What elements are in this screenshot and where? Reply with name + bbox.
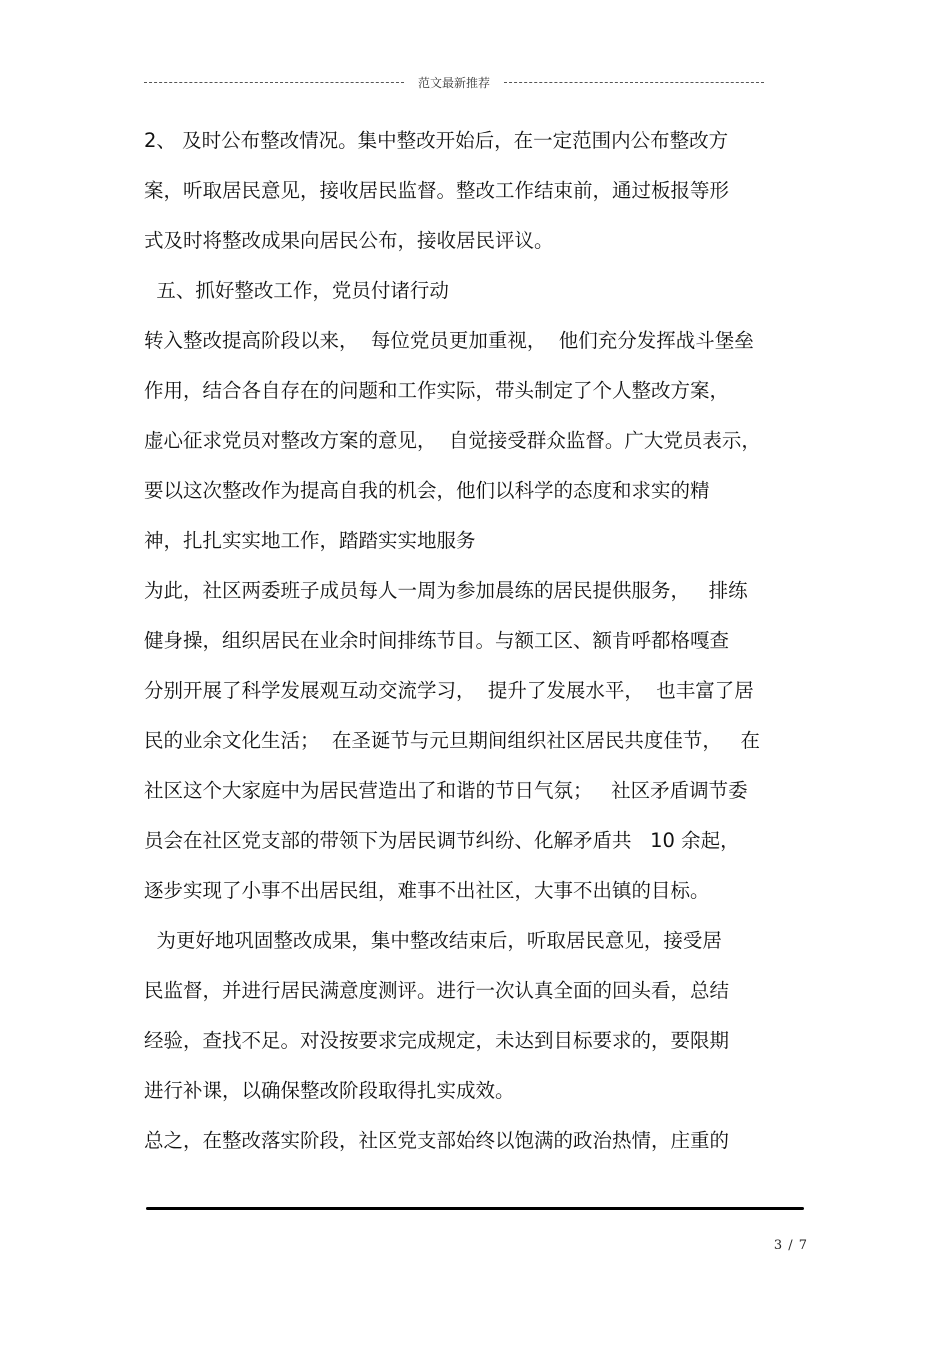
text-line: 神，扎扎实实地工作，踏踏实实地服务 [144, 529, 476, 552]
section-heading: 五、抓好整改工作，党员付诸行动 [144, 279, 449, 302]
text-line: 分别开展了科学发展观互动交流学习， 提升了发展水平， 也丰富了居 [144, 679, 754, 702]
text-line: 总之，在整改落实阶段，社区党支部始终以饱满的政治热情，庄重的 [144, 1129, 730, 1152]
footer-rule [146, 1207, 804, 1210]
text-line: 社区这个大家庭中为居民营造出了和谐的节日气氛； 社区矛盾调节委 [144, 779, 748, 802]
page-header [144, 72, 764, 92]
header-title: 范文最新推荐 [418, 75, 491, 90]
text-line: 民的业余文化生活； 在圣诞节与元旦期间组织社区居民共度佳节， 在 [144, 729, 760, 752]
text-line: 为此，社区两委班子成员每人一周为参加晨练的居民提供服务， 排练 [144, 579, 748, 602]
text-line: 案，听取居民意见，接收居民监督。整改工作结束前，通过板报等形 [144, 179, 730, 202]
text-line: 经验，查找不足。对没按要求完成规定，未达到目标要求的，要限期 [144, 1029, 730, 1052]
text-line: 虚心征求党员对整改方案的意见， 自觉接受群众监督。广大党员表示， [144, 429, 761, 452]
text-line: 逐步实现了小事不出居民组，难事不出社区，大事不出镇的目标。 [144, 879, 710, 902]
header-dash-right [504, 82, 764, 83]
text-line: 式及时将整改成果向居民公布，接收居民评议。 [144, 229, 554, 252]
text-line: 员会在社区党支部的带领下为居民调节纠纷、化解矛盾共 10 余起， [144, 829, 740, 852]
page-number: 3 / 7 [773, 1238, 808, 1253]
text-line: 为更好地巩固整改成果，集中整改结束后，听取居民意见，接受居 [144, 929, 722, 952]
text-line: 作用，结合各自存在的问题和工作实际，带头制定了个人整改方案， [144, 379, 730, 402]
text-line: 2、 及时公布整改情况。集中整改开始后，在一定范围内公布整改方 [144, 129, 729, 152]
text-line: 进行补课，以确保整改阶段取得扎实成效。 [144, 1079, 515, 1102]
text-line: 健身操，组织居民在业余时间排练节目。与额工区、额肯呼都格嘎查 [144, 629, 730, 652]
header-dash-left [144, 82, 404, 83]
text-line: 转入整改提高阶段以来， 每位党员更加重视， 他们充分发挥战斗堡垒 [144, 329, 754, 352]
document-body [144, 120, 806, 1170]
text-line: 要以这次整改作为提高自我的机会，他们以科学的态度和求实的精 [144, 479, 710, 502]
text-line: 民监督，并进行居民满意度测评。进行一次认真全面的回头看，总结 [144, 979, 730, 1002]
